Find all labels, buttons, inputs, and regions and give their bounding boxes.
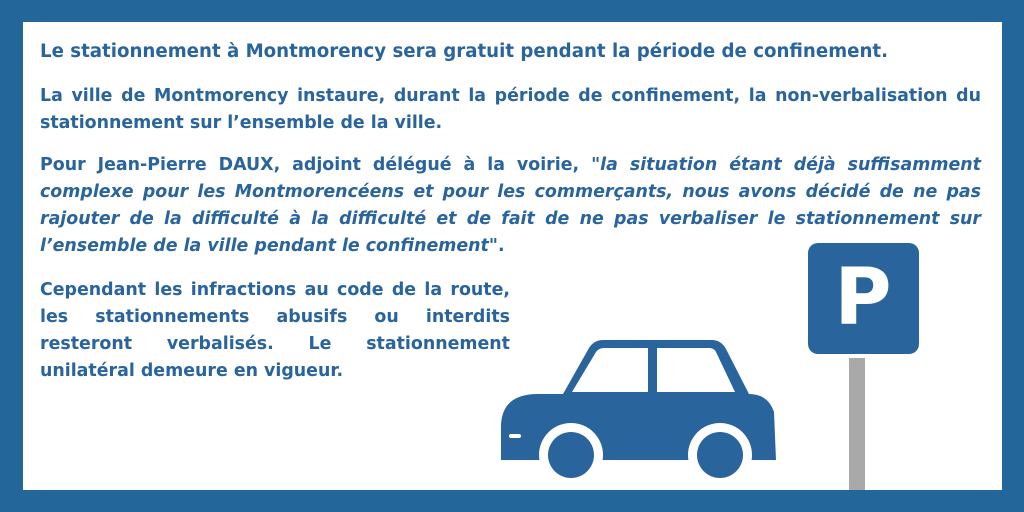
info-card xyxy=(23,22,1002,490)
car-icon xyxy=(501,340,776,487)
car-headlight xyxy=(509,434,521,438)
car-wheel-front xyxy=(548,432,594,478)
parking-illustration xyxy=(23,22,1002,490)
quote-end: . xyxy=(497,236,505,256)
car-wheel-rear xyxy=(697,432,743,478)
sign-letter: P xyxy=(834,253,892,343)
sign-pole xyxy=(849,358,865,490)
quote-intro: Pour Jean-Pierre DAUX, adjoint délégué à la voirie, xyxy=(40,155,592,175)
parking-sign-icon xyxy=(808,243,919,490)
headline: Le stationnement à Montmorency sera gratuit pendant la période de confinement. xyxy=(40,41,889,62)
paragraph-exceptions: Cependant les infractions au code de la route, les stationnements abusifs ou interdits resteront verbalisés. Le stationnement unilatéral demeure en vigueur. xyxy=(40,280,510,381)
paragraph-announcement: La ville de Montmorency instaure, durant la période de confinement, la non-verbalisation du stationnement sur l’ensemble de la ville. xyxy=(40,86,981,133)
quote-text: "la situation étant déjà suffisamment complexe pour les Montmorencéens et pour les commerçants, nous avons décidé de ne pas rajouter de la difficulté à la difficulté et de fait de ne pas verbaliser le stationnement sur l’ensemble de la ville pendant le confinement" xyxy=(40,155,981,256)
